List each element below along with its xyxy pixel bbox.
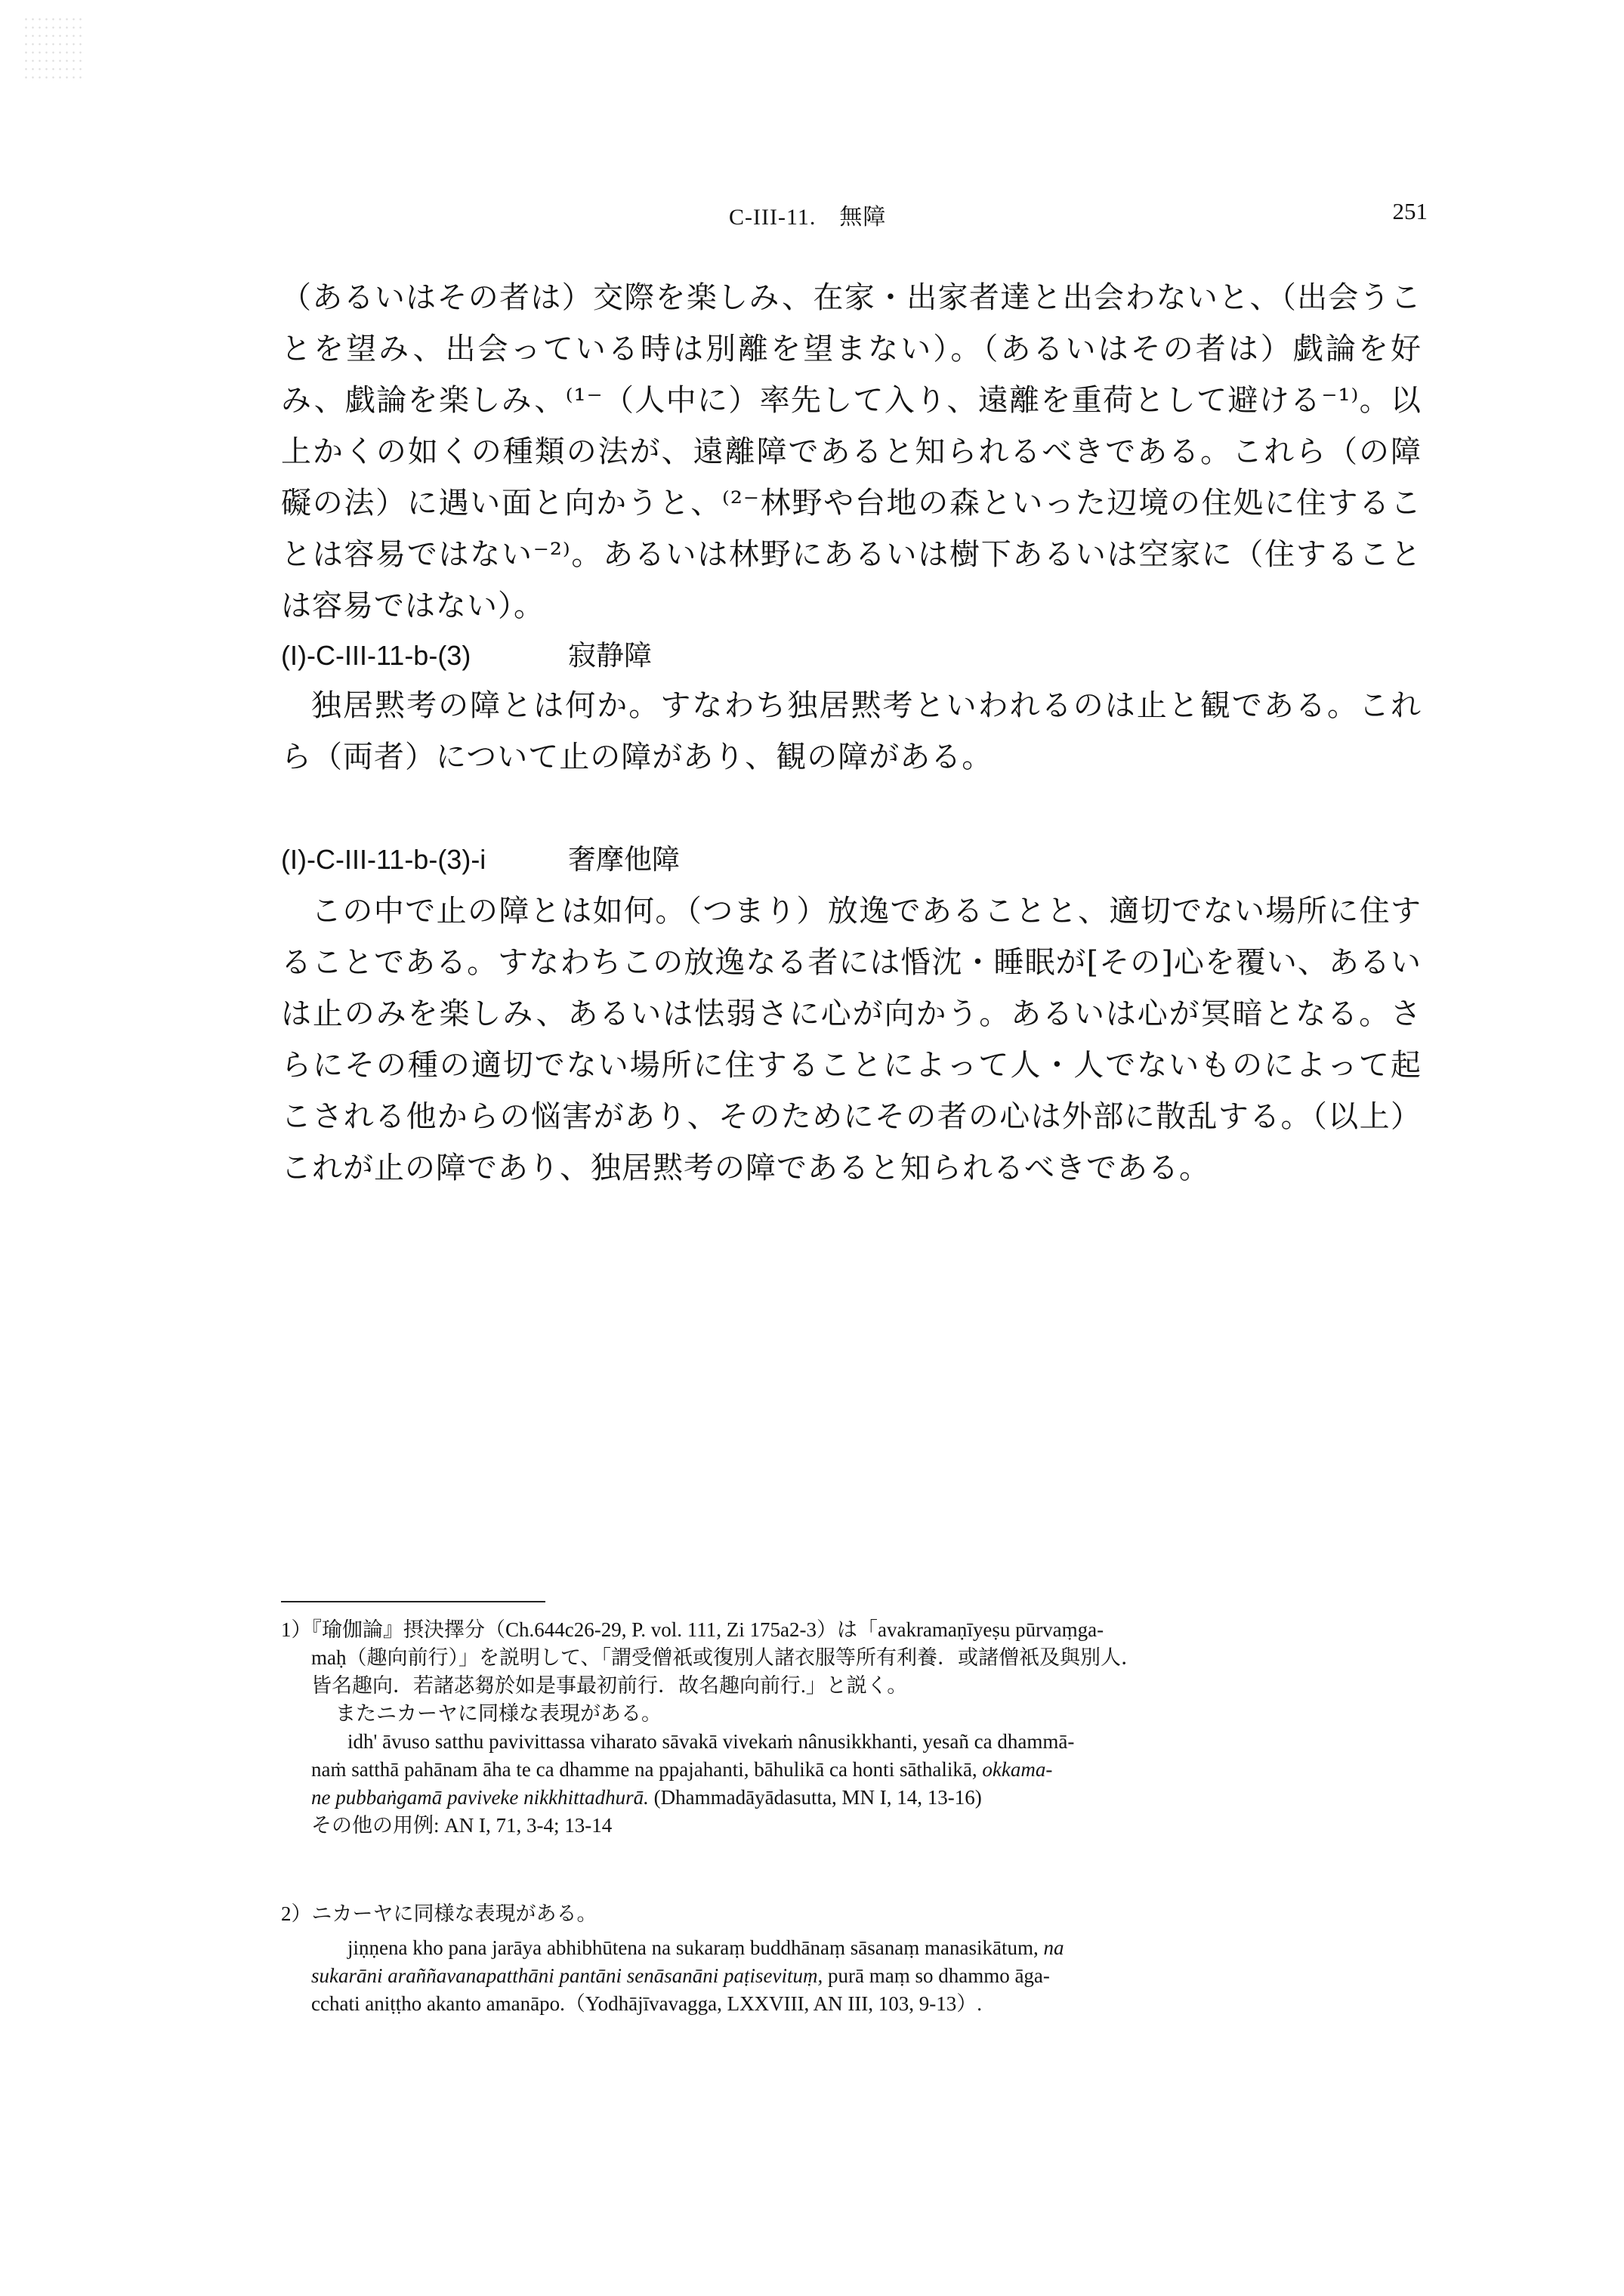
pali-quote-line: cchati aniṭṭho akanto amanāpo.（Yodhājīvavagga, LXXVIII, AN III, 103, 9-13）. bbox=[311, 1992, 983, 2015]
page-number: 251 bbox=[1392, 198, 1428, 224]
pali-quote-line bbox=[281, 1756, 1422, 1784]
pali-source: (Dhammadāyādasutta, MN I, 14, 13-16) bbox=[653, 1786, 982, 1809]
page-header bbox=[0, 198, 1624, 236]
footnote-line: maḥ（趣向前行）」を説明して、「謂受僧祇或復別人諸衣服等所有利養．或諸僧祇及與別人． bbox=[311, 1646, 1141, 1669]
pali-text: jiṇṇena kho pana jarāya abhibhūtena na sukaraṃ buddhānaṃ sāsanaṃ manasikātum, bbox=[347, 1936, 1039, 1959]
section-heading-1 bbox=[281, 632, 652, 673]
pali-text: purā maṃ so dhammo āga- bbox=[827, 1964, 1050, 1987]
pali-quote-line bbox=[281, 1784, 1422, 1812]
pali-text-italic: na bbox=[1043, 1936, 1064, 1959]
pali-text: naṁ satthā pahānam āha te ca dhamme na ppajahanti, bāhulikā ca honti sāthalikā, bbox=[311, 1758, 977, 1781]
paragraph-1: （あるいはその者は）交際を楽しみ、在家・出家者達と出会わないと、（出会うことを望み、出会っている時は別離を望まない）。（あるいはその者は）戯論を好み、戯論を楽しみ、⁽¹⁻（人中に）率先して入り、遠離を重荷として避ける⁻¹⁾。以上かくの如くの種類の法が、遠離障であると知られるべきである。これら（の障礙の法）に遇い面と向かうと、⁽²⁻林野や台地の森といった辺境の住処に住することは容易ではない⁻²⁾。あるいは林野にあるいは樹下あるいは空家に（住することは容易ではない）。 bbox=[281, 280, 1422, 623]
pali-quote-line bbox=[281, 1962, 1422, 1990]
section-code: (I)-C-III-11-b-(3) bbox=[281, 640, 471, 671]
footnote-line: 1）『瑜伽論』摂決擇分（Ch.644c26-29, P. vol. 111, Zi 175a2-3）は「avakramaṇīyeṣu pūrvaṃga- bbox=[281, 1618, 1104, 1641]
section-title: 奢摩他障 bbox=[568, 843, 680, 876]
footnote-1 bbox=[281, 1616, 1422, 1840]
pali-text-italic: ne pubbaṅgamā paviveke nikkhittadhurā. bbox=[311, 1786, 649, 1809]
scan-noise bbox=[23, 15, 83, 83]
section-code: (I)-C-III-11-b-(3)-i bbox=[281, 844, 486, 875]
paragraph-3: この中で止の障とは如何。（つまり）放逸であることと、適切でない場所に住することである。すなわちこの放逸なる者には惛沈・睡眠が[その]心を覆い、あるいは止のみを楽しみ、あるいは怯弱さに心が向かう。あるいは心が冥暗となる。さらにその種の適切でない場所に住することによって人・人でないものによって起こされる他からの悩害があり、そのためにその者の心は外部に散乱する。（以上）これが止の障であり、独居黙考の障であると知られるべきである。 bbox=[281, 894, 1422, 1185]
footnote-line: 皆名趣向．若諸苾芻於如是事最初前行．故名趣向前行.」と説く。 bbox=[311, 1674, 908, 1697]
pali-text-italic: okkama- bbox=[982, 1758, 1053, 1781]
section-heading-2 bbox=[281, 836, 680, 877]
pali-quote-line bbox=[281, 1934, 1422, 1962]
running-head: C-III-11. 無障 bbox=[729, 205, 887, 230]
footnote-line: 2）ニカーヤに同様な表現がある。 bbox=[281, 1902, 597, 1925]
footnote-2 bbox=[281, 1900, 1422, 2018]
footnote-line: またニカーヤに同様な表現がある。 bbox=[335, 1702, 662, 1725]
pali-text-italic: sukarāni araññavanapatthāni pantāni senāsanāni paṭisevituṃ, bbox=[311, 1964, 823, 1987]
footnote-divider bbox=[281, 1601, 545, 1602]
paragraph-2: 独居黙考の障とは何か。すなわち独居黙考といわれるのは止と観である。これら（両者）について止の障があり、観の障がある。 bbox=[281, 688, 1422, 774]
footnote-line: その他の用例: AN I, 71, 3-4; 13-14 bbox=[311, 1814, 613, 1837]
pali-quote-line: idh' āvuso satthu pavivittassa viharato sāvakā vivekaṁ nânusikkhanti, yesañ ca dhammā- bbox=[347, 1730, 1075, 1753]
section-title: 寂静障 bbox=[568, 639, 652, 672]
